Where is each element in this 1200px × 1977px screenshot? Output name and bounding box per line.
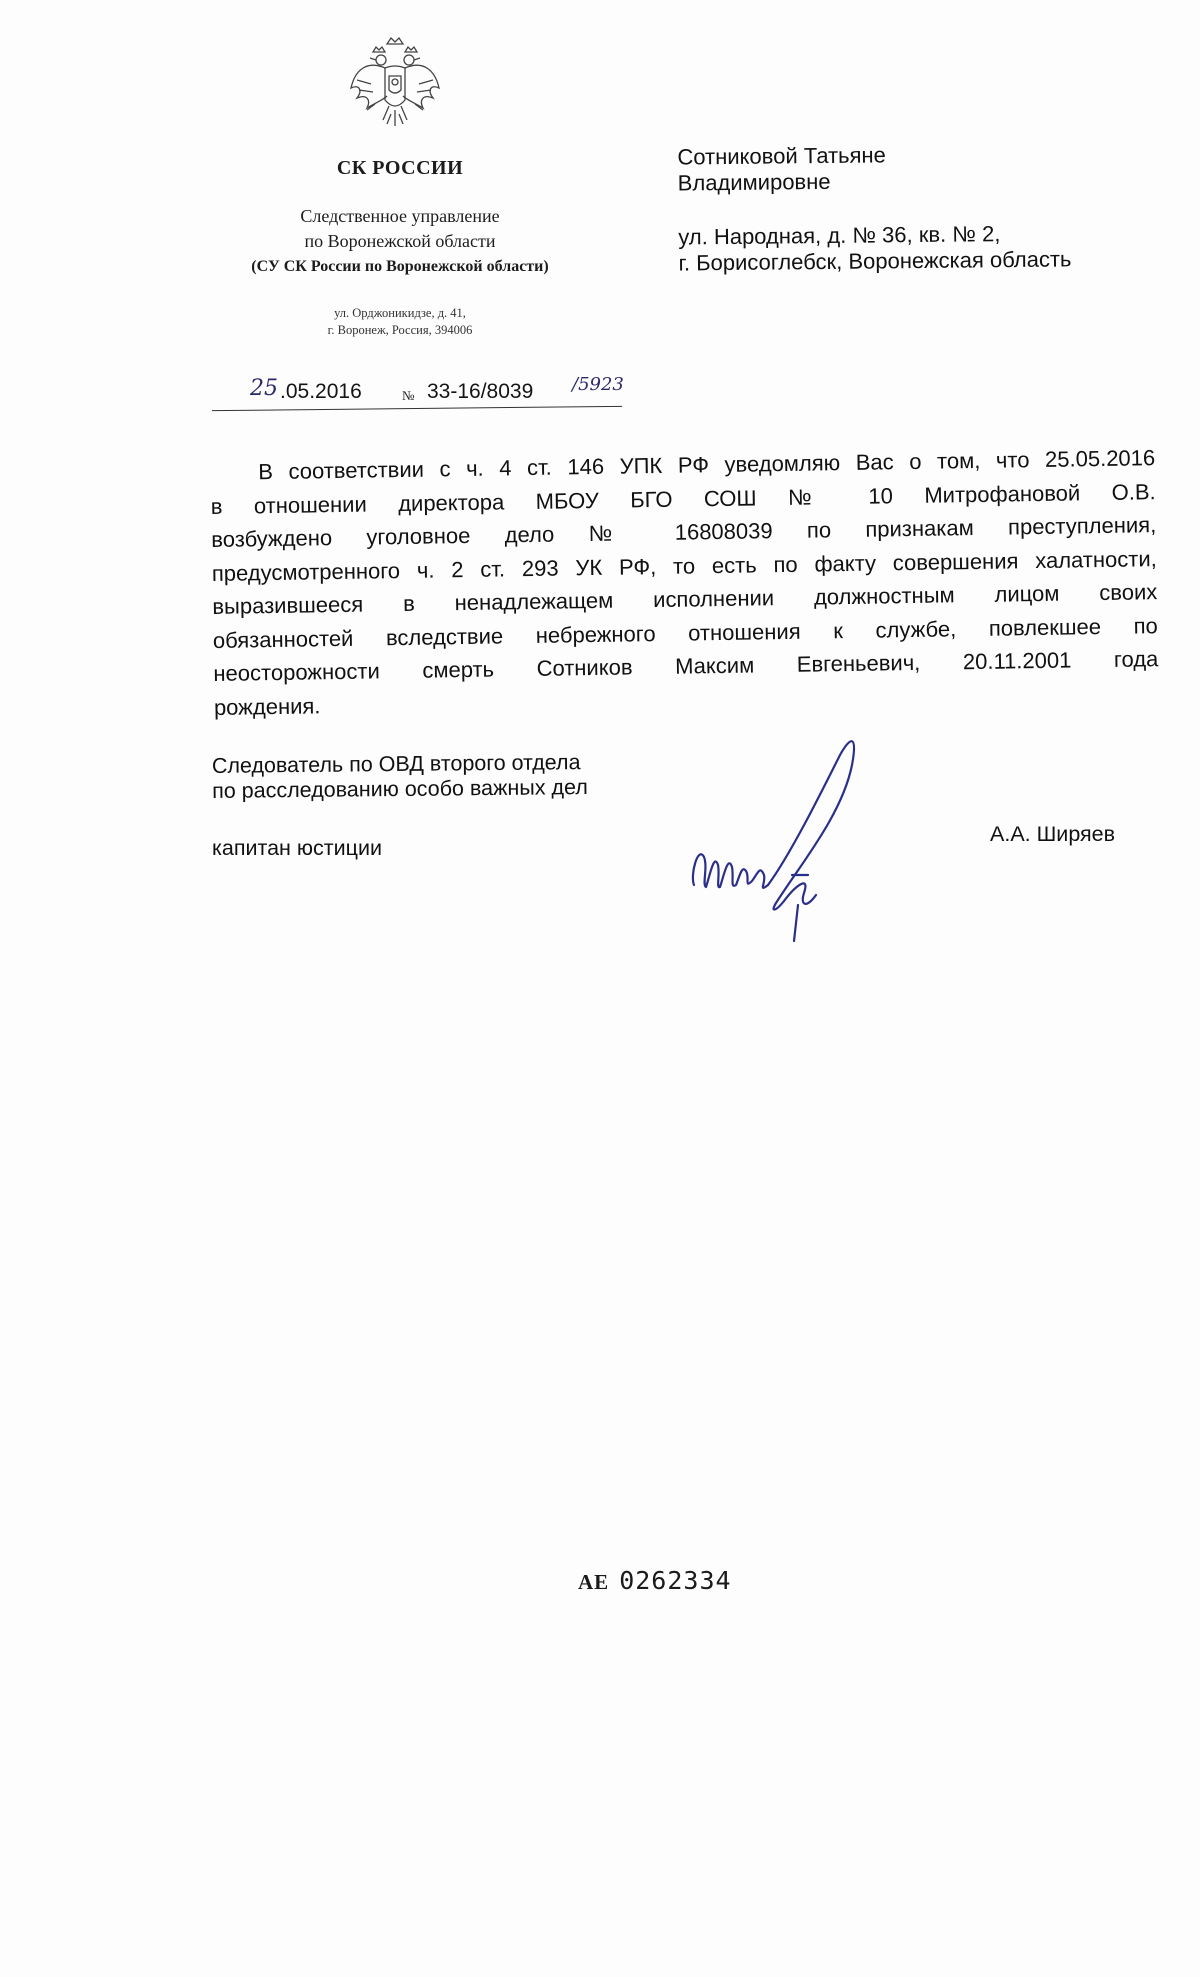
body-line: обязанностей вследствие небрежного отношения к службе, повлекшее по (212, 612, 1158, 653)
signatory-rank: капитан юстиции (212, 836, 382, 860)
handwritten-signature (680, 725, 880, 945)
body-paragraph (210, 441, 1159, 724)
registration-day-handwritten: 25 (250, 376, 278, 401)
org-address (200, 305, 600, 339)
registration-date: .05.2016 (280, 380, 362, 403)
body-line: неосторожности смерть Сотников Максим Евгеньевич, 20.11.2001 года (213, 646, 1159, 686)
org-address-line1: ул. Орджоникидзе, д. 41, (334, 306, 466, 320)
addressee-name-line2: Владимировне (677, 168, 831, 196)
department-name (200, 204, 600, 279)
registration-line (212, 374, 632, 414)
form-serial-number (578, 1566, 732, 1595)
org-address-line2: г. Воронеж, Россия, 394006 (327, 323, 473, 337)
body-line: в отношении директора МБОУ БГО СОШ № 10 Митрофановой О.В. (210, 478, 1156, 519)
addressee-address-line2: г. Борисоглебск, Воронежская область (678, 246, 1072, 276)
signatory-title-line2: по расследованию особо важных дел (212, 775, 588, 803)
department-line2: по Воронежской области (304, 231, 496, 251)
number-sign: № (402, 388, 415, 403)
addressee-block (677, 139, 1158, 276)
org-name: СК РОССИИ (336, 157, 464, 179)
signatory-title (212, 750, 588, 804)
signatory-title-line1: Следователь по ОВД второго отдела (211, 750, 581, 778)
registration-underline (212, 406, 622, 411)
body-line: возбуждено уголовное дело № 16808039 по признакам преступления, (211, 512, 1157, 552)
russian-coat-of-arms-icon (345, 30, 445, 140)
department-line1: Следственное управление (300, 206, 500, 226)
registration-suffix-handwritten: /5923 (572, 374, 624, 395)
addressee-address-line1: ул. Народная, д. № 36, кв. № 2, (678, 221, 1001, 250)
body-line: выразившееся в ненадлежащем исполнении должностным лицом своих (212, 579, 1158, 619)
addressee-name-line1: Сотниковой Татьяне (677, 142, 886, 170)
form-serial-digits: 0262334 (619, 1566, 732, 1595)
registration-number: 33-16/8039 (427, 380, 534, 403)
signatory-name: А.А. Ширяев (990, 822, 1116, 846)
form-serial-prefix: АЕ (578, 1570, 610, 1594)
body-line: предусмотренного ч. 2 ст. 293 УК РФ, то есть по факту совершения халатности, (211, 545, 1157, 586)
department-abbr: (СУ СК России по Воронежской области) (251, 258, 549, 275)
body-line: рождения. (213, 692, 321, 720)
body-line: В соответствии с ч. 4 ст. 146 УПК РФ уведомляю Вас о том, что 25.05.2016 (258, 445, 1156, 485)
